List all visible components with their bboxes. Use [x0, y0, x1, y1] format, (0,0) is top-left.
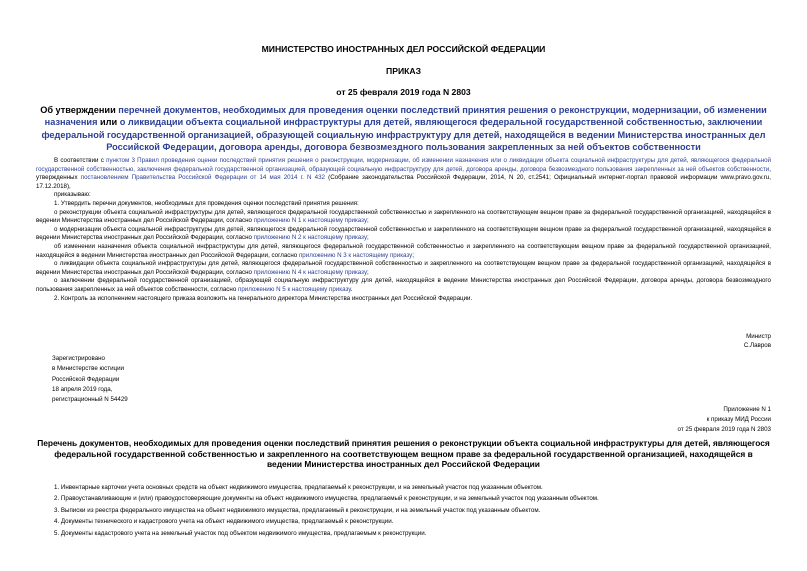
document-date: от 25 февраля 2019 года N 2803	[336, 87, 471, 97]
item-punct: .	[350, 285, 353, 293]
registration-block	[52, 354, 128, 405]
link-government-decree[interactable]: постановлением Правительства Российской Федерации от 14 мая 2014 г. N 432	[80, 174, 325, 182]
preamble-text: , утвержденных	[36, 165, 771, 182]
registration-line: в Министерстве юстиции	[52, 365, 125, 373]
item-1-liquidation	[36, 260, 771, 277]
appendix-to: к приказу МИД России	[706, 416, 771, 424]
item-1-modernization	[36, 226, 771, 243]
document-type: ПРИКАЗ	[386, 66, 421, 76]
appendix-title: Перечень документов, необходимых для проведения оценки последствий принятия решения о реконструкции объекта социальной инфраструктуры для детей, являющегося федеральной государственной собственностью и закрепленного на соответствующем вещном праве за федеральной государственной организацией, находящейся в ведении Министерства иностранных дел Российской Федерации	[37, 438, 770, 470]
registration-line: Российской Федерации	[52, 375, 120, 383]
preamble-text: В соответствии с	[54, 157, 107, 164]
signature-block	[744, 333, 771, 350]
link-appendix-1[interactable]: приложению N 1 к настоящему приказу	[253, 217, 368, 225]
list-item: 2. Правоустанавливающие и (или) правоудостоверяющие документы на объект недвижимого имущества, предлагаемый к реконструкции, и на земельный участок под указанным объектом.	[54, 495, 599, 503]
title-link-documents[interactable]: перечней документов, необходимых для проведения оценки последствий принятия решения о реконструкции, модернизации, об изменении назначения	[44, 105, 767, 128]
item-1-reconstruction	[36, 209, 771, 226]
registration-line: Зарегистрировано	[52, 355, 105, 362]
item-punct: ;	[367, 268, 369, 276]
item-2: 2. Контроль за исполнением настоящего приказа возложить на генерального директора Министерства иностранных дел Российской Федерации.	[54, 294, 473, 302]
item-1: 1. Утвердить перечни документов, необходимых для проведения оценки последствий принятия решения:	[54, 199, 359, 207]
preamble-text: (Собрание законодательства Российской Федерации, 2014, N 20, ст.2541; Официальный интернет-портал правовой информации www.pravo.gov.ru, 17.12.2018),	[36, 174, 771, 190]
appendix-date: от 25 февраля 2019 года N 2803	[677, 426, 771, 434]
registration-line: регистрационный N 54429	[52, 396, 128, 404]
item-text: о заключении федеральной государственной организацией, образующей социальную инфраструктуру для детей, находящейся в ведении Министерства иностранных дел Российской Федерации, договора аренды, договора безвозмездного пользования закрепленных за ней объектов собственности, согласно	[36, 277, 771, 293]
registration-line: 18 апреля 2019 года,	[52, 385, 113, 393]
link-appendix-3[interactable]: приложению N 3 к настоящему приказу	[298, 251, 413, 259]
appendix-header	[678, 405, 771, 436]
ministry-heading: МИНИСТЕРСТВО ИНОСТРАННЫХ ДЕЛ РОССИЙСКОЙ ФЕДЕРАЦИИ	[261, 44, 546, 54]
item-1-lease	[36, 277, 771, 294]
link-rules-point-3[interactable]: пунктом 3 Правил проведения оценки последствий принятия решения о реконструкции, модернизации, об изменении назначения или о ликвидации объекта социальной инфраструктуры для детей, являющегося федеральной государственной собственностью, заключения федеральной государственной организацией, образующей социальную инфраструктуру для детей, договора аренды, договора безвозмездного пользования закрепленных за ней объектов собственности	[36, 157, 772, 173]
item-text: об изменении назначения объекта социальной инфраструктуры для детей, являющегося федеральной государственной собственностью и закрепленного на соответствующем вещном праве за федеральной государственной организацией, находящейся в ведении Министерства иностранных дел Российской Федерации, согласно	[36, 242, 771, 259]
signature-position: Министр	[746, 333, 771, 340]
link-appendix-5[interactable]: приложению N 5 к настоящему приказу	[237, 285, 351, 293]
item-punct: ;	[367, 217, 369, 225]
list-item: 5. Документы кадастрового учета на земельный участок под объектом недвижимого имущества, предлагаемым к реконструкции.	[54, 529, 427, 537]
document-title	[36, 104, 771, 154]
link-appendix-2[interactable]: приложению N 2 к настоящему приказу	[253, 234, 368, 242]
appendix-list	[54, 482, 771, 539]
title-link-liquidation[interactable]: о ликвидации объекта социальной инфраструктуры для детей, являющегося федеральной государственной собственностью, заключении федеральной государственной организацией, образующей социальную инфраструктуру для детей, находящейся в ведении Министерства иностранных дел Российской Федерации, договора аренды, договора безвозмездного пользования закрепленных за ней объектов собственности	[41, 117, 766, 153]
title-text: или	[97, 117, 120, 128]
link-appendix-4[interactable]: приложению N 4 к настоящему приказу	[253, 268, 368, 276]
item-1-change-purpose	[36, 243, 771, 260]
item-text: о реконструкции объекта социальной инфраструктуры для детей, являющегося федеральной государственной собственностью и закрепленного на соответствующем вещном праве за федеральной государственной организацией, находящейся в ведении Министерства иностранных дел Российской Федерации, согласно	[36, 208, 771, 225]
item-punct: ;	[412, 251, 415, 259]
item-text: о ликвидации объекта социальной инфраструктуры для детей, являющегося федеральной государственной собственностью и закрепленного на соответствующем вещном праве за федеральной государственной организацией, находящейся в ведении Министерства иностранных дел Российской Федерации, согласно	[36, 260, 771, 276]
item-text: о модернизации объекта социальной инфраструктуры для детей, являющегося федеральной государственной собственностью и закрепленного на соответствующем вещном праве за федеральной государственной организацией, находящейся в ведении Министерства иностранных дел Российской Федерации, согласно	[36, 225, 771, 242]
preamble-paragraph	[36, 157, 771, 191]
list-item: 4. Документы технического и кадастрового учета на объект недвижимого имущества, предлагаемый к реконструкции.	[54, 518, 394, 526]
order-word: приказываю:	[54, 191, 91, 199]
signature-name: С.Лавров	[743, 341, 771, 349]
list-item: 3. Выписки из реестра федерального имущества на объект недвижимого имущества, предлагаемый к реконструкции, и на земельный участок под указанным объектом.	[54, 506, 541, 514]
document-body	[36, 157, 771, 303]
item-punct: ;	[367, 234, 369, 242]
appendix-label: Приложение N 1	[723, 406, 771, 413]
title-text: Об утверждении	[40, 105, 119, 115]
list-item: 1. Инвентарные карточки учета основных средств на объект недвижимого имущества, предлагаемый к реконструкции, и на земельный участок под указанным объектом.	[54, 484, 543, 491]
